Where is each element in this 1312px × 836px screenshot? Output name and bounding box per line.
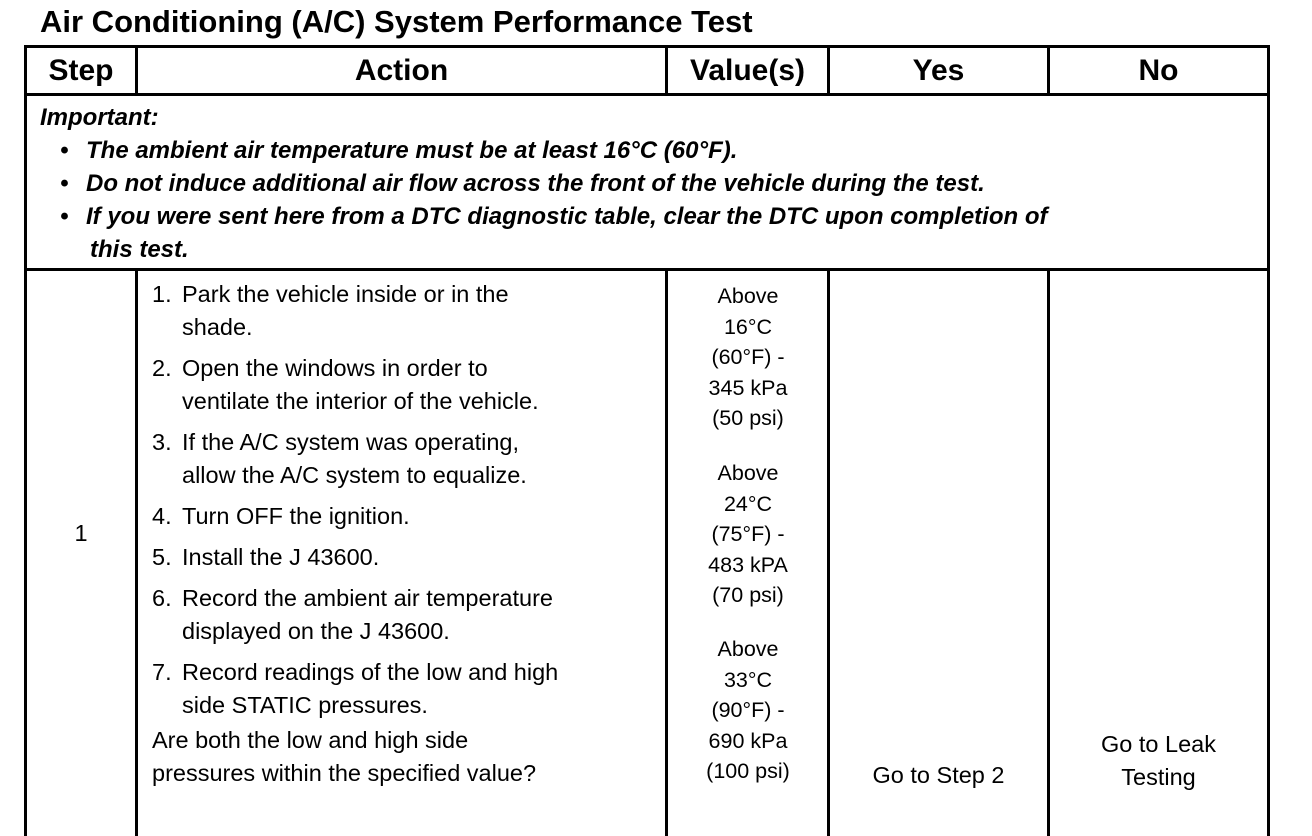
header-action: Action: [354, 54, 449, 87]
action-step-3: 3. If the A/C system was operating, allow the A/C system to equalize.: [152, 429, 527, 488]
header-values: Value(s): [689, 54, 806, 87]
yes-go-to-step-2: Go to Step 2: [872, 762, 1005, 788]
important-bullet-2: • Do not induce additional air flow across the front of the vehicle during the test.: [40, 167, 1047, 200]
important-note: [40, 101, 1047, 266]
important-bullet-3-line-1: If you were sent here from a DTC diagnostic table, clear the DTC upon completion of: [86, 203, 1048, 230]
action-step-7: 7. Record readings of the low and high side STATIC pressures.: [152, 659, 559, 718]
header-no: No: [1138, 54, 1179, 87]
step-number: 1: [74, 520, 88, 546]
no-go-to-leak-testing: Go to Leak Testing: [1101, 731, 1216, 790]
value-block-2: Above 24°C (75°F) - 483 kPA (70 psi): [708, 461, 788, 607]
important-bullets: [40, 134, 1047, 266]
value-block-3: Above 33°C (90°F) - 690 kPa (100 psi): [706, 637, 790, 783]
table-right-border: [1267, 45, 1270, 836]
header-step: Step: [48, 54, 114, 87]
header-bottom-border: [24, 93, 1270, 96]
action-question: Are both the low and high side pressures within the specified value?: [152, 727, 537, 786]
table-left-border: [24, 45, 27, 836]
important-bullet-3-line-2: this test.: [90, 236, 189, 263]
action-step-6: 6. Record the ambient air temperature displayed on the J 43600.: [152, 585, 553, 644]
important-label: Important:: [40, 104, 159, 131]
action-step-5: 5. Install the J 43600.: [152, 544, 380, 570]
action-list: [152, 278, 558, 790]
table-top-border: [24, 45, 1270, 48]
important-bottom-border: [24, 268, 1270, 271]
document-title: Air Conditioning (A/C) System Performance Test: [40, 4, 753, 39]
action-step-2: 2. Open the windows in order to ventilate the interior of the vehicle.: [152, 355, 539, 414]
action-step-4: 4. Turn OFF the ignition.: [152, 503, 410, 529]
important-bullet-1: • The ambient air temperature must be at least 16°C (60°F).: [40, 134, 1047, 167]
important-bullet-3: [40, 200, 1047, 266]
value-block-1: Above 16°C (60°F) - 345 kPa (50 psi): [708, 284, 788, 430]
action-step-1: 1. Park the vehicle inside or in the shade.: [152, 281, 509, 340]
col-sep-1-body: [135, 268, 138, 836]
header-yes: Yes: [912, 54, 965, 87]
